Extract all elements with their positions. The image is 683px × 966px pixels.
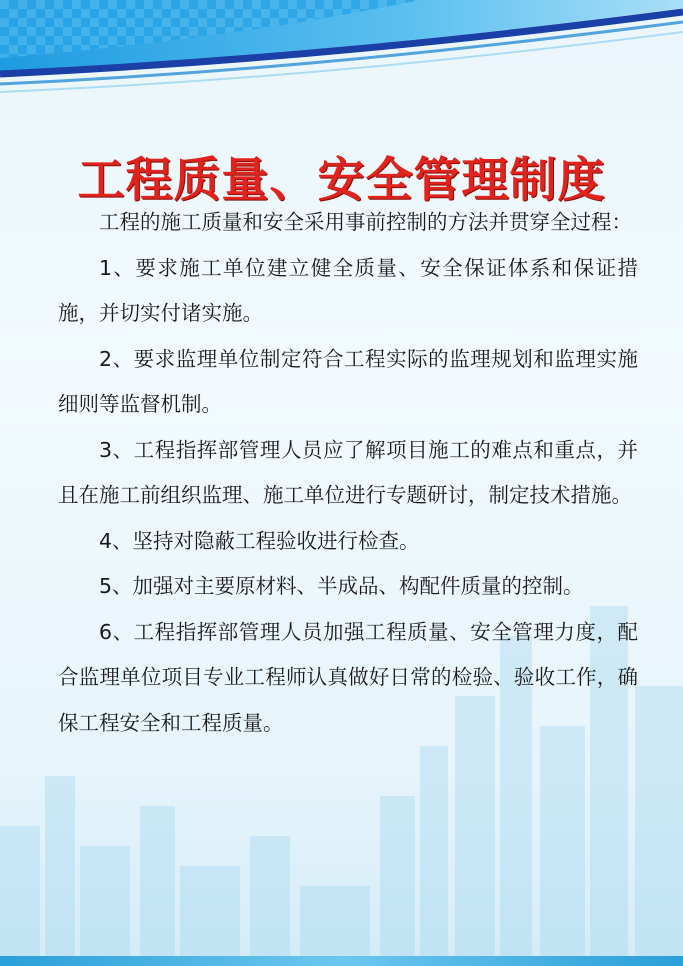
rule-item-6: 6、工程指挥部管理人员加强工程质量、安全管理力度，配合监理单位项目专业工程师认真做好日常的检验、验收工作，确保工程安全和工程质量。: [58, 619, 638, 735]
rule-item-3: 3、工程指挥部管理人员应了解项目施工的难点和重点，并且在施工前组织监理、施工单位进行专题研讨，制定技术措施。: [58, 437, 638, 507]
header-decoration: [0, 0, 683, 100]
bottom-strip: [0, 956, 683, 966]
rule-item-5: 5、加强对主要原材料、半成品、构配件质量的控制。: [99, 574, 584, 598]
rule-item-2: 2、要求监理单位制定符合工程实际的监理规划和监理实施细则等监督机制。: [58, 346, 638, 416]
rules-body: [58, 200, 638, 746]
rule-item-4: 4、坚持对隐蔽工程验收进行检查。: [99, 528, 420, 553]
intro-paragraph: 工程的施工质量和安全采用事前控制的方法并贯穿全过程：: [99, 210, 632, 234]
rule-item-1: 1、要求施工单位建立健全质量、安全保证体系和保证措施，并切实付诸实施。: [58, 255, 638, 325]
page-title: 工程质量、安全管理制度: [77, 153, 606, 209]
